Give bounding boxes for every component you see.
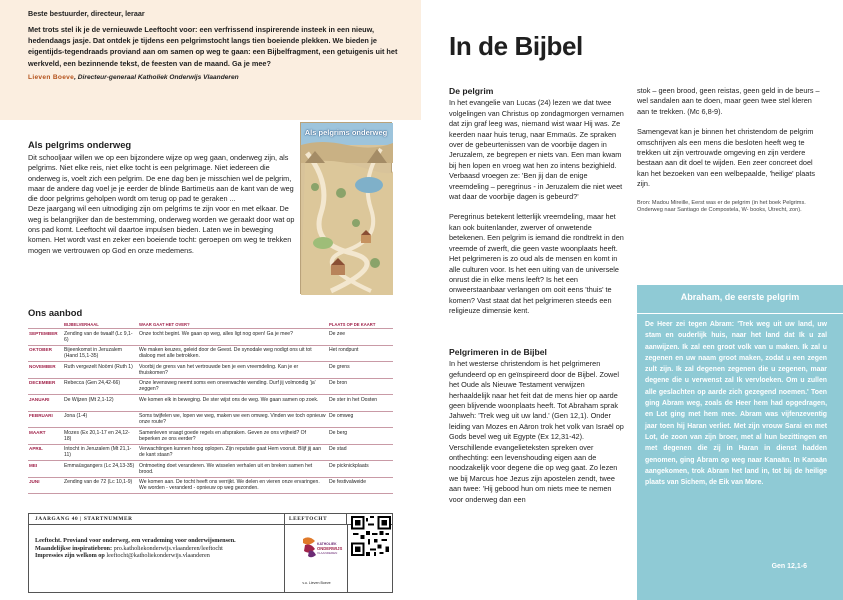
row-place: De picknickplaats bbox=[329, 462, 369, 469]
row-month: OKTOBER bbox=[29, 347, 52, 352]
pelgrimeren-text: In het westerse christendom is het pelgrimeren gefundeerd op en geïnspireerd door de Bijbel. Zowel het Oude als Nieuwe Testament verwijzen herhaaldelijk naar het feit dat de mens hier op aarde geen blijvende woonplaats heeft. Tot Abraham sprak Jahweh: 'Trek weg uit uw land.' (Gen 12,1). Onder leiding van Mozes en Aäron trok het volk van Israël op Gods bevel weg uit Egypte (Ex 12,31-42). Verschillende evangelieteksten spreken over onthechting: een levenshouding eigen aan de noodzakelijk voor degene die op weg gaat. Zo lezen we bij Marcus hoe Jezus zijn apostelen zendt, twee aan twee: 'Hij gebood hun om niets mee te nemen voor onderweg dan een bbox=[449, 359, 624, 504]
row-place: De zee bbox=[329, 330, 346, 337]
letter-signature bbox=[28, 74, 409, 81]
row-story: Ruth vergezelt Noömi (Ruth 1) bbox=[64, 363, 133, 370]
row-place: De ster in het Oosten bbox=[329, 396, 378, 403]
row-place: Het rondpunt bbox=[329, 347, 359, 353]
row-about: We komen aan. De tocht heeft ons verrijkt. We delen en vieren onze ervaringen. We worden - veranderd - opnieuw op weg gezonden. bbox=[139, 479, 320, 492]
table-row bbox=[28, 362, 393, 379]
page-title: In de Bijbel bbox=[449, 31, 583, 61]
pelgrim-text-1: In het evangelie van Lucas (24) lezen we dat twee volgelingen van Christus op zondagmorgen vernamen dat zijn graf leeg was, niemand wist waar Hij was. Ze keerden naar huis terug, naar Emmaüs. Ze spraken over de gebeurtenissen van de voorbije dagen in Jeruzalem, ze begrepen er niets van. Een man kwam bij hen lopen en vroeg wat hen zo intens bezighield. Verbaasd vroegen ze: 'Ben jij dan de enige vreemdeling – peregrinus - in Jeruzalem die niet weet wat daar de voorbije dagen is gebeurd?' bbox=[449, 98, 624, 202]
logo-icon bbox=[301, 535, 343, 559]
pelgrim-subheading: De pelgrim bbox=[449, 86, 494, 96]
table-header bbox=[28, 321, 393, 329]
letter-salutation: Beste bestuurder, directeur, leraar bbox=[28, 9, 145, 18]
row-about: Verwachtingen kunnen hoog oplopen. Zijn reputatie gaat Hem vooruit. Blijf jij aan de kant staan? bbox=[139, 446, 322, 459]
row-story: Zending van de twaalf (Lc 9,1-6) bbox=[64, 330, 133, 343]
row-about: Onze tocht begint. We gaan op weg, alles ligt nog open! Ga je mee? bbox=[139, 330, 293, 337]
leeftocht-label: LEEFTOCHT bbox=[285, 514, 347, 524]
colophon-box bbox=[28, 513, 393, 593]
row-story: Jona (1-4) bbox=[64, 413, 88, 419]
colophon-header bbox=[29, 514, 392, 525]
svg-text:VLAANDEREN: VLAANDEREN bbox=[317, 551, 338, 555]
table-row bbox=[28, 329, 393, 346]
table-row bbox=[28, 395, 393, 412]
colophon-text bbox=[29, 525, 285, 592]
letter-body: Met trots stel ik je de vernieuwde Leeftocht voor: een verfrissend inspirerende insteek in een nieuw, hedendaags jasje. Dat ontdek je tijdens een pelgrimstocht langs tien boeiende plekken. We bieden je eigentijds-tegendraads proviand aan om samen op weg te gaan: een Bijbelfragment, een getuigenis uit het werkveld, een bezinnende tekst, de feesten van de maand. Ga je mee? bbox=[28, 25, 398, 68]
katholiek-onderwijs-logo bbox=[286, 525, 348, 592]
right-page bbox=[421, 0, 843, 600]
row-place: De stad bbox=[329, 446, 347, 452]
signer-name: Lieven Boeve bbox=[28, 73, 75, 81]
row-story: Emmaüsgangers (Lc 24,13-35) bbox=[64, 462, 135, 469]
row-place: De bron bbox=[329, 380, 348, 386]
column-2-text-1: stok – geen brood, geen reistas, geen geld in de beurs – wel sandalen aan te doen, maar geen twee stel kleren aan te trekken. (Mc 6,8-9). bbox=[637, 86, 820, 116]
table-row bbox=[28, 346, 393, 363]
row-place: De omweg bbox=[329, 413, 354, 419]
table-row bbox=[28, 445, 393, 462]
table-row bbox=[28, 478, 393, 495]
row-story: De Wijzen (Mt 2,1-12) bbox=[64, 396, 114, 403]
left-page bbox=[0, 0, 421, 600]
table-row bbox=[28, 379, 393, 396]
row-story: Intocht in Jeruzalem (Mt 21,1-11) bbox=[64, 446, 132, 459]
row-place: De berg bbox=[329, 429, 348, 436]
aanbod-table bbox=[28, 321, 393, 494]
colophon-line-3 bbox=[35, 552, 279, 560]
source-note: Bron: Madou Mireille, Eerst was er de pelgrim (in het boek Pelgrims. Onderweg naar Santiago de Compostela, W- books, Utrecht, zon). bbox=[637, 199, 806, 214]
table-row bbox=[28, 461, 393, 478]
colophon-label-impressies: Impressies zijn welkom op bbox=[35, 552, 105, 560]
jaargang-label: JAARGANG 40 | STARTNUMMER bbox=[29, 514, 285, 524]
pelgrim-paragraph-1: Dit schooljaar willen we op een bijzondere wijze op weg gaan, onderweg zijn, als pelgrims. Niet elke reis, niet elke tocht is een pelgrimage. Niet iedereen die onderweg is, voelt zich een pelgrim. De ene dag ben je misschien wel de pelgrim, maar de andere dag voel je je eerder de blinde Bartimeüs aan de kant van de weg die door pelgrims geholpen wordt om terug op pad te geraken ... bbox=[28, 153, 294, 204]
map-drawing bbox=[301, 123, 393, 295]
column-2 bbox=[637, 86, 824, 225]
poster-title: Als pelgrims onderweg bbox=[304, 128, 388, 137]
aanbod-heading: Ons aanbod bbox=[28, 307, 83, 318]
pelgrim-text-2: Peregrinus betekent letterlijk vreemdeling, maar het kan ook buitenlander, zwerver of onwetende betekenen. Een pelgrim is iemand die rondtrekt in den vreemde of zwerft, die geen vaste woonplaats heeft. Het pelgrimeren is zo oud als de mensen en komt in alle culturen voor. Is het een uiting van de universele onrust die in elke mens leeft? Is het een onweerstaanbaar verlangen om ooit eens 'thuis' te komen? Vast staat dat het pelgrimeren steeds een religieuze dimensie kent. bbox=[449, 212, 624, 316]
colophon-tagline: Leeftocht. Proviand voor onderweg, een verademing voor onderwijsmensen. bbox=[35, 537, 236, 544]
row-month: SEPTEMBER bbox=[29, 330, 58, 336]
colophon-email-link[interactable]: leeftocht@katholiekonderwijs.vlaanderen bbox=[104, 552, 210, 560]
table-row bbox=[28, 428, 393, 445]
abraham-text: De Heer zei tegen Abram: 'Trek weg uit uw land, uw stam en ouderlijk huis, naar het land dat Ik u zal aanwijzen. Ik zal een groot volk van u maken. Ik zal u zegenen en uw naam groot maken, zodat u een zegen zult zijn. Ik zal degenen zegenen die u zegenen, maar degene die u verwenst zal Ik vervloeken. Om u zullen alle geslachten op aarde zich gezegend noemen.' Toen ging Abram weg, zoals de Heer hem had opgedragen, en Lot ging met hem mee. Abram was vijfenzeventig jaar toen hij Haran verliet. Met zijn vrouw Sarai en met Lot, de zoon van zijn broer, met al hun bezittingen en met degenen die zij in Haran in dienst hadden genomen, ging Abram op weg naar Kanaän. In Kanaän aangekomen, trok Abram het land in, tot bij de heilige plaats van Sichem, de Eik van More. bbox=[645, 321, 827, 487]
colophon-line-1 bbox=[35, 537, 279, 545]
row-about: We maken keuzes, geleid door de Geest. De synodale weg nodigt ons uit tot dialoog met alle betrokken. bbox=[139, 347, 312, 360]
column-2-text-2: Samengevat kan je binnen het christendom de pelgrim omschrijven als een mens die besloten heeft weg te trekken uit zijn vertrouwde omgeving en zijn verdere bestaan aan dit doel te wijden. Een zeer concreet doel kan het bezoeken van een welbepaalde, 'heilige' plaats zijn. bbox=[637, 127, 816, 189]
header-month bbox=[28, 321, 63, 328]
pelgrimeren-subheading: Pelgrimeren in de Bijbel bbox=[449, 347, 547, 357]
row-month: DECEMBER bbox=[29, 380, 56, 385]
pelgrim-paragraph-2: Deze jaargang wil een uitnodiging zijn om pelgrims te zijn voor en met elkaar. De weg is belangrijker dan de bestemming, onderweg worden we geraakt door wat op ons pad komt. Leeftocht wil daartoe impulsen bieden. Laten we in beweging komen. Het wordt vast en zeker een boeiende tocht: geroepen om weg te trekken mogen we vertrouwen op God en onze medemens. bbox=[28, 204, 295, 255]
column-1-bottom bbox=[449, 347, 625, 515]
row-story: Bijeenkomst in Jeruzalem (Hand 15,1-35) bbox=[64, 347, 123, 360]
pilgrim-map-illustration bbox=[300, 122, 392, 294]
abraham-divider bbox=[637, 313, 843, 314]
header-plaats: PLAATS OP DE KAART bbox=[329, 322, 376, 327]
row-place: De grens bbox=[329, 363, 350, 370]
row-month: APRIL bbox=[29, 446, 43, 451]
row-about: Voorbij de grens van het vertrouwde ben je een vreemdeling. Kan je er thuiskomen? bbox=[139, 363, 299, 376]
verantwoordelijke-uitgever: v.u. Lieven Boeve bbox=[302, 581, 331, 585]
pelgrim-section bbox=[28, 139, 296, 256]
row-month: JANUARI bbox=[29, 396, 50, 402]
row-about: Soms twijfelen we, lopen we weg, maken we een omweg. Vinden we toch opnieuw onze route? bbox=[139, 413, 326, 426]
svg-text:KATHOLIEK: KATHOLIEK bbox=[317, 542, 337, 546]
row-story: Mozes (Ex 20,1-17 en 24,12-18) bbox=[64, 429, 130, 442]
row-month: NOVEMBER bbox=[29, 363, 56, 369]
row-about: Onze levensweg neemt soms een onverwachte wending. Durf jij volmondig 'ja' zeggen? bbox=[139, 380, 316, 393]
pelgrim-heading: Als pelgrims onderweg bbox=[28, 139, 132, 150]
svg-text:ONDERWIJS: ONDERWIJS bbox=[317, 546, 343, 551]
signer-role: , Directeur-generaal Katholiek Onderwijs Vlaanderen bbox=[74, 73, 239, 81]
row-month: MEI bbox=[29, 462, 38, 468]
row-place: De festivalweide bbox=[329, 479, 367, 485]
header-bijbelverhaal: BIJBELVERHAAL bbox=[64, 322, 99, 327]
colophon-label-inspiratie: Maandelijkse inspiratiebron: bbox=[35, 544, 113, 552]
colophon-line-2 bbox=[35, 545, 279, 553]
row-about: Ontmoeting doet veranderen. We wisselen verhalen uit en breken samen het brood. bbox=[139, 462, 313, 475]
intro-letter bbox=[0, 0, 421, 120]
row-month: MAART bbox=[29, 429, 46, 435]
abraham-title: Abraham, de eerste pelgrim bbox=[680, 292, 800, 302]
row-month: FEBRUARI bbox=[29, 413, 53, 418]
table-row bbox=[28, 412, 393, 429]
qr-code-icon[interactable] bbox=[351, 516, 391, 556]
row-story: Rebecca (Gen 24,42-66) bbox=[64, 380, 121, 386]
colophon-link-inspiratie[interactable]: pro.katholiekonderwijs.vlaanderen/leeftocht bbox=[112, 544, 223, 552]
abraham-box bbox=[637, 285, 843, 600]
row-about: Samenleven vraagt goede regels en afspraken. Geven ze ons vrijheid? Of beperken ze ons eerder? bbox=[139, 429, 307, 442]
header-waar-gaat-het-over: WAAR GAAT HET OVER? bbox=[139, 322, 190, 327]
row-story: Zending van de 72 (Lc 10,1-9) bbox=[64, 479, 133, 485]
column-1-top bbox=[449, 86, 625, 327]
abraham-reference: Gen 12,1-6 bbox=[771, 563, 807, 570]
row-about: We komen elk in beweging. De ster wijst ons de weg. We gaan samen op zoek. bbox=[139, 396, 319, 403]
row-month: JUNI bbox=[29, 479, 40, 484]
